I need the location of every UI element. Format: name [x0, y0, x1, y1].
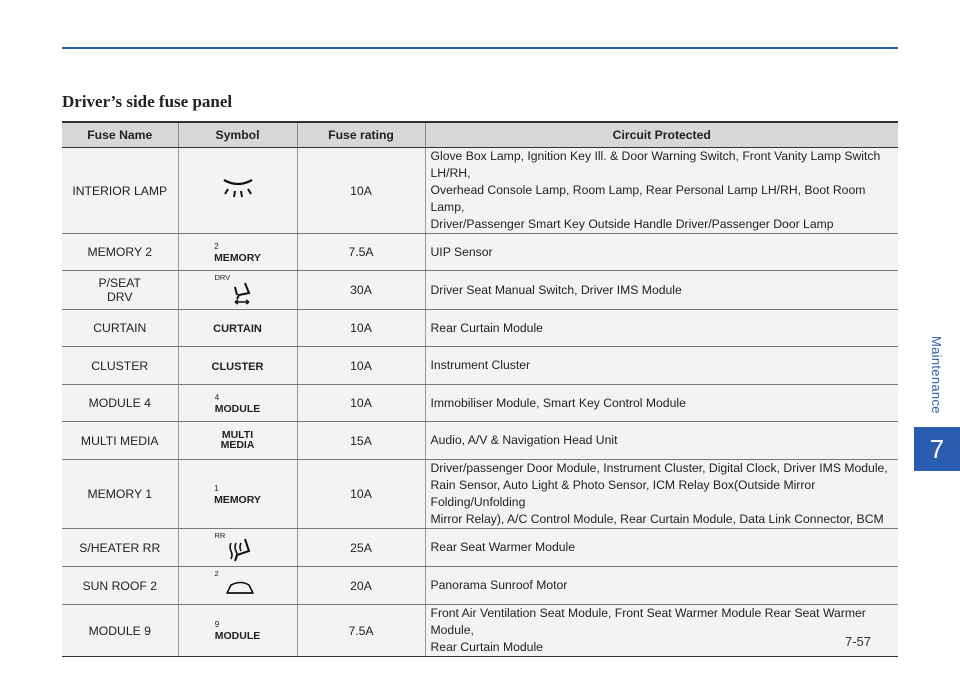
symbol-text: MEMORY [214, 251, 261, 264]
fuse-rating: 7.5A [297, 234, 425, 271]
circuit-line: Mirror Relay), A/C Control Module, Rear Curtain Module, Data Link Connector, BCM [430, 512, 884, 526]
table-row [62, 234, 898, 271]
interior-lamp-icon [218, 176, 258, 205]
fuse-symbol [178, 271, 297, 310]
symbol-superscript: 4 [214, 392, 220, 402]
chapter-label: Maintenance [929, 336, 944, 414]
circuit-line: Glove Box Lamp, Ignition Key Ill. & Door Warning Switch, Front Vanity Lamp Switch LH/RH, [430, 149, 881, 180]
fuse-rating: 10A [297, 385, 425, 422]
fuse-name: MODULE 4 [62, 385, 178, 422]
fuse-table [62, 121, 898, 657]
circuit-protected [425, 271, 898, 310]
fuse-name: SUN ROOF 2 [62, 567, 178, 605]
fuse-name: CURTAIN [62, 310, 178, 347]
fuse-symbol [178, 529, 297, 567]
seat-heater-icon [214, 530, 261, 563]
symbol-label: RR [214, 530, 226, 540]
fuse-symbol [178, 605, 297, 657]
fuse-rating: 20A [297, 567, 425, 605]
symbol-text: MODULE [214, 630, 261, 642]
fuse-symbol [178, 234, 297, 271]
table-header-row [62, 122, 898, 148]
symbol-superscript: 9 [214, 620, 220, 629]
circuit-line: Panorama Sunroof Motor [430, 578, 568, 592]
page-number: 7-57 [845, 634, 872, 649]
fuse-rating: 25A [297, 529, 425, 567]
table-row [62, 310, 898, 347]
table-row [62, 529, 898, 567]
fuse-name: MULTI MEDIA [62, 422, 178, 460]
table-row [62, 422, 898, 460]
symbol-superscript: 1 [214, 483, 219, 493]
fuse-name: MEMORY 2 [62, 234, 178, 271]
table-row [62, 271, 898, 310]
fuse-rating: 7.5A [297, 605, 425, 657]
symbol-label: DRV [214, 273, 231, 282]
symbol-label: 2 [214, 568, 219, 578]
circuit-line: Driver Seat Manual Switch, Driver IMS Module [430, 282, 682, 297]
fuse-symbol [178, 347, 297, 385]
fuse-name: INTERIOR LAMP [62, 148, 178, 234]
fuse-symbol [178, 148, 297, 234]
circuit-protected [425, 422, 898, 460]
circuit-protected [425, 529, 898, 567]
fuse-name: CLUSTER [62, 347, 178, 385]
symbol-text-line: MEDIA [220, 439, 255, 452]
symbol-text-line: MULTI [221, 428, 254, 441]
fuse-rating: 10A [297, 460, 425, 529]
circuit-protected [425, 385, 898, 422]
circuit-protected [425, 234, 898, 271]
circuit-line: Instrument Cluster [430, 358, 531, 372]
chapter-tab: 7 [914, 427, 960, 471]
table-row [62, 148, 898, 234]
circuit-line: UIP Sensor [430, 244, 493, 259]
col-header-circuit: Circuit Protected [425, 122, 898, 148]
fuse-rating: 15A [297, 422, 425, 460]
col-header-fuse-rating: Fuse rating [297, 122, 425, 148]
circuit-line: Rear Seat Warmer Module [430, 540, 575, 554]
fuse-name: S/HEATER RR [62, 529, 178, 567]
circuit-line: Audio, A/V & Navigation Head Unit [430, 433, 618, 447]
circuit-protected [425, 347, 898, 385]
fuse-symbol [178, 422, 297, 460]
circuit-line: Immobiliser Module, Smart Key Control Module [430, 395, 686, 410]
fuse-name-line: P/SEAT [98, 276, 141, 290]
circuit-line: Front Air Ventilation Seat Module, Front Seat Warmer Module Rear Seat Warmer Module, [430, 606, 866, 637]
col-header-symbol: Symbol [178, 122, 297, 148]
symbol-text: MEMORY [214, 493, 261, 506]
symbol-text: MODULE [214, 402, 261, 415]
table-row [62, 385, 898, 422]
fuse-rating: 10A [297, 310, 425, 347]
fuse-name: MODULE 9 [62, 605, 178, 657]
circuit-line: Driver/Passenger Smart Key Outside Handle Driver/Passenger Door Lamp [430, 217, 834, 231]
col-header-fuse-name: Fuse Name [62, 122, 178, 148]
top-rule [62, 47, 898, 49]
circuit-line: Rear Curtain Module [430, 640, 543, 654]
circuit-line: Rear Curtain Module [430, 320, 543, 335]
fuse-name: MEMORY 1 [62, 460, 178, 529]
fuse-symbol [178, 460, 297, 529]
power-seat-icon [215, 275, 261, 305]
fuse-symbol [178, 567, 297, 605]
fuse-name [62, 271, 178, 310]
section-title: Driver’s side fuse panel [62, 92, 233, 111]
fuse-rating: 10A [297, 148, 425, 234]
symbol-text: CURTAIN [213, 323, 262, 335]
fuse-rating: 30A [297, 271, 425, 310]
symbol-text: CLUSTER [211, 360, 264, 373]
table-row [62, 567, 898, 605]
circuit-protected [425, 460, 898, 529]
table-row [62, 460, 898, 529]
fuse-symbol [178, 385, 297, 422]
circuit-protected [425, 605, 898, 657]
symbol-superscript: 2 [214, 241, 219, 251]
fuse-name-line: DRV [106, 290, 133, 304]
fuse-symbol [178, 310, 297, 347]
circuit-line: Overhead Console Lamp, Room Lamp, Rear Personal Lamp LH/RH, Boot Room Lamp, [430, 183, 866, 214]
sunroof-icon [214, 568, 261, 601]
fuse-rating: 10A [297, 347, 425, 385]
table-row [62, 347, 898, 385]
circuit-line: Rain Sensor, Auto Light & Photo Sensor, ICM Relay Box(Outside Mirror Folding/Unfolding [430, 478, 816, 509]
circuit-protected [425, 310, 898, 347]
table-row [62, 605, 898, 657]
circuit-protected [425, 567, 898, 605]
circuit-protected [425, 148, 898, 234]
circuit-line: Driver/passenger Door Module, Instrument Cluster, Digital Clock, Driver IMS Module, [430, 461, 888, 475]
